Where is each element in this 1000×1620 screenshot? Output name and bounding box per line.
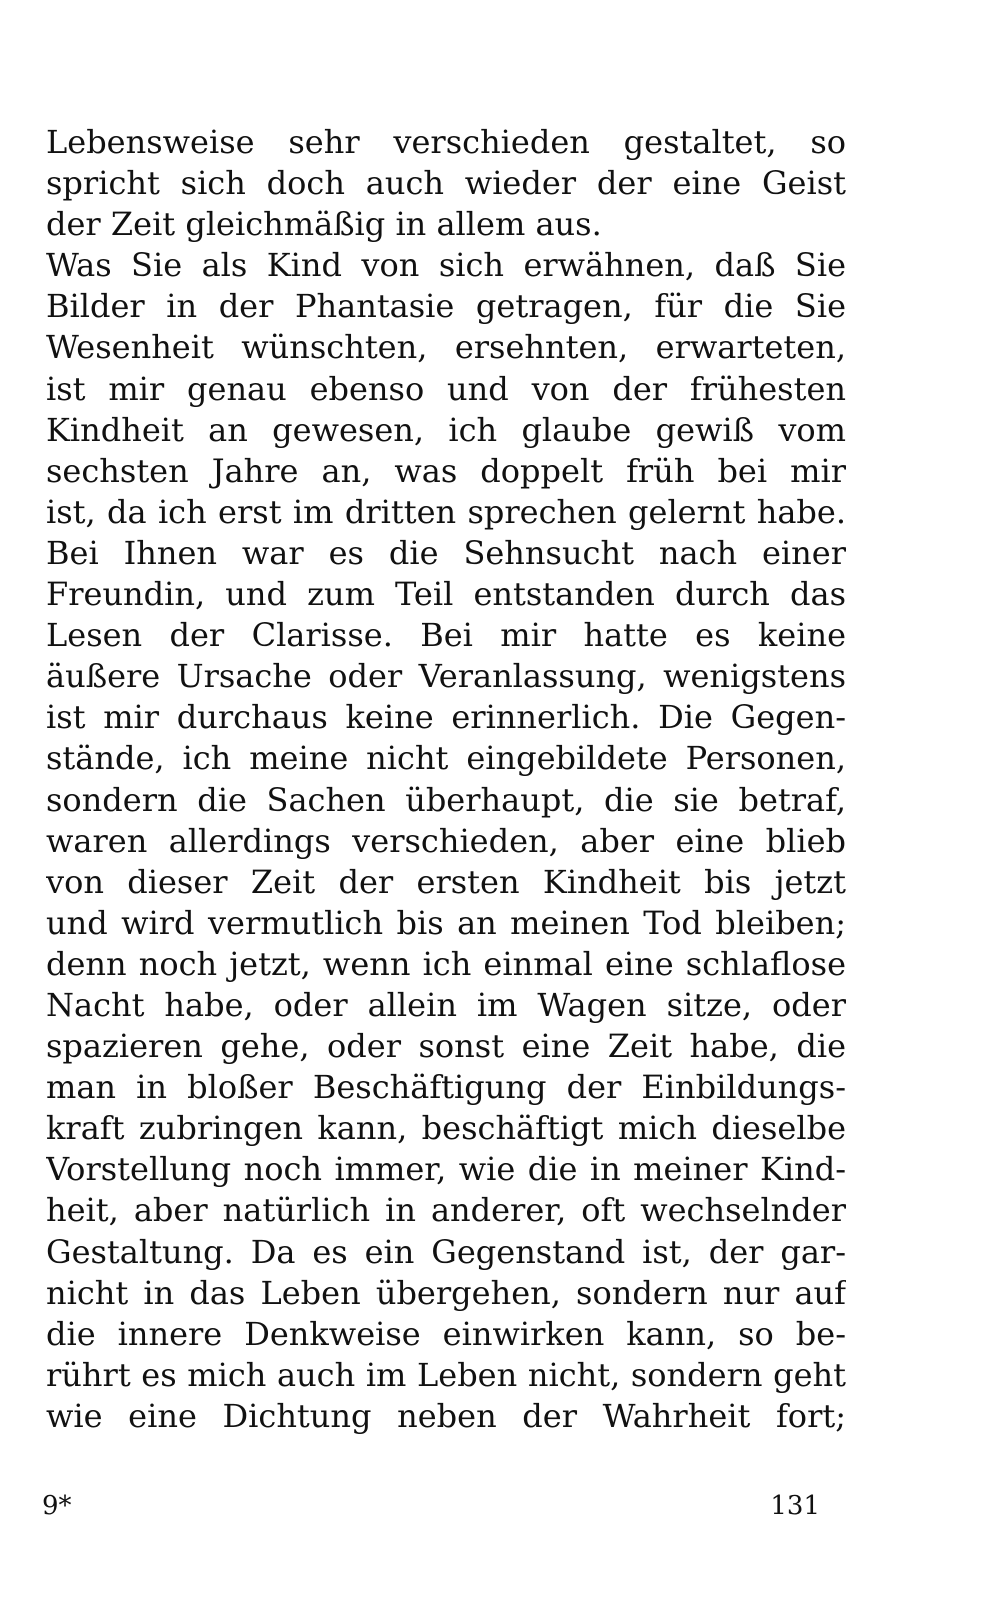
text-line-16: stände, ich meine nicht eingebildete Personen, xyxy=(46,739,846,778)
text-line-3: der Zeit gleichmäßig in allem aus. xyxy=(46,205,602,244)
text-line-14: äußere Ursache oder Veranlassung, wenigstens xyxy=(46,657,846,696)
text-line-6: Wesenheit wünschten, ersehnten, erwarteten, xyxy=(46,328,846,367)
text-line-30: die innere Denkweise einwirken kann, so be- xyxy=(46,1314,846,1353)
text-line-19: von dieser Zeit der ersten Kindheit bis jetzt xyxy=(46,862,846,901)
text-line-4: Was Sie als Kind von sich erwähnen, daß Sie xyxy=(46,246,846,285)
text-line-10: ist, da ich erst im dritten sprechen gelernt habe. xyxy=(46,492,846,531)
text-line-29: nicht in das Leben übergehen, sondern nur auf xyxy=(46,1273,846,1312)
text-line-9: sechsten Jahre an, was doppelt früh bei mir xyxy=(46,451,846,490)
page-number: 131 xyxy=(770,1491,820,1521)
text-line-21: denn noch jetzt, wenn ich einmal eine schlaflose xyxy=(46,944,846,983)
body-text xyxy=(46,122,846,1437)
text-line-26: Vorstellung noch immer, wie die in meiner Kind- xyxy=(46,1150,846,1189)
text-line-11: Bei Ihnen war es die Sehnsucht nach einer xyxy=(46,533,846,572)
text-line-31: rührt es mich auch im Leben nicht, sondern geht xyxy=(46,1355,846,1394)
text-line-1: Lebensweise sehr verschieden gestaltet, so xyxy=(46,123,846,161)
text-line-28: Gestaltung. Da es ein Gegenstand ist, der gar- xyxy=(46,1232,846,1271)
text-line-23: spazieren gehe, oder sonst eine Zeit habe, die xyxy=(46,1027,846,1066)
text-line-2: spricht sich doch auch wieder der eine Geist xyxy=(46,164,846,203)
text-line-13: Lesen der Clarisse. Bei mir hatte es keine xyxy=(46,616,846,655)
text-line-15: ist mir durchaus keine erinnerlich. Die Gegen- xyxy=(46,698,846,737)
text-line-22: Nacht habe, oder allein im Wagen sitze, oder xyxy=(46,985,846,1024)
page-footer xyxy=(0,1486,1000,1526)
text-line-12: Freundin, und zum Teil entstanden durch das xyxy=(46,575,846,614)
text-line-5: Bilder in der Phantasie getragen, für die Sie xyxy=(46,287,846,326)
signature-mark: 9* xyxy=(42,1491,72,1521)
text-line-18: waren allerdings verschieden, aber eine blieb xyxy=(46,821,846,860)
text-line-8: Kindheit an gewesen, ich glaube gewiß vom xyxy=(46,410,846,449)
text-line-27: heit, aber natürlich in anderer, oft wechselnder xyxy=(46,1191,846,1230)
text-line-20: und wird vermutlich bis an meinen Tod bleiben; xyxy=(46,903,846,942)
text-line-25: kraft zubringen kann, beschäftigt mich dieselbe xyxy=(46,1109,846,1148)
text-line-17: sondern die Sachen überhaupt, die sie betraf, xyxy=(46,780,846,819)
text-line-7: ist mir genau ebenso und von der frühesten xyxy=(46,369,846,408)
text-line-32: wie eine Dichtung neben der Wahrheit fort; xyxy=(46,1396,846,1435)
text-line-24: man in bloßer Beschäftigung der Einbildungs- xyxy=(46,1068,846,1107)
